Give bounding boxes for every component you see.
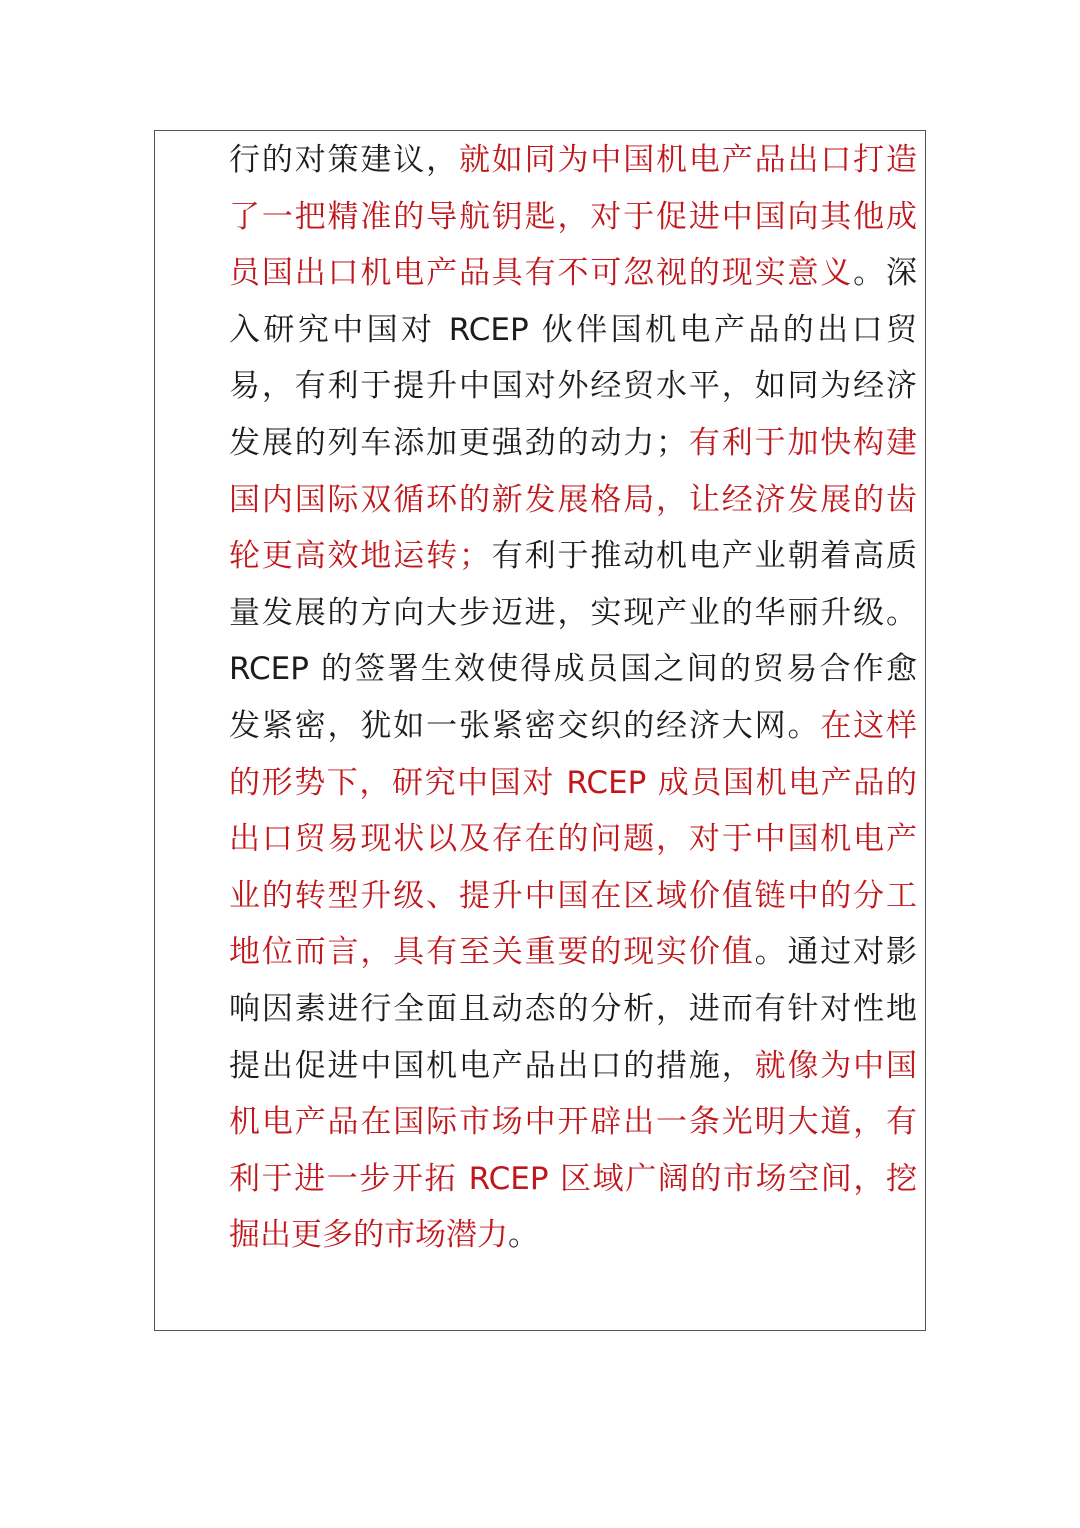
- highlighted-text: 机电产品在国际市场中开辟出一条光明大道，有: [229, 1104, 917, 1141]
- highlighted-text: 国内国际双循环的新发展格局，让经济发展的齿: [229, 481, 917, 518]
- highlighted-text: 了一把精准的导航钥匙，对于促进中国向其他成: [229, 198, 917, 235]
- text-line: [229, 1094, 917, 1151]
- body-text: 易，有利于提升中国对外经贸水平，如同为经济: [229, 368, 917, 405]
- body-text: 发展的列车添加更强劲的动力；: [229, 424, 688, 461]
- text-line: [229, 245, 917, 302]
- highlighted-text: 就像为中国: [754, 1047, 918, 1084]
- highlighted-text: 员国出口机电产品具有不可忽视的现实意义: [229, 255, 854, 292]
- body-text: 响因素进行全面且动态的分析，进而有针对性地: [229, 990, 917, 1027]
- text-line: [229, 868, 917, 925]
- body-text: 。通过对影: [754, 934, 918, 971]
- highlighted-text: 出口贸易现状以及存在的问题，对于中国机电产: [229, 821, 917, 858]
- text-line: [229, 755, 917, 812]
- text-line: [229, 1038, 917, 1095]
- text-line: [229, 698, 917, 755]
- text-line: [229, 1151, 917, 1208]
- highlighted-text: 有利于加快构建: [687, 424, 918, 461]
- highlighted-text: 掘出更多的市场潜力: [229, 1217, 508, 1254]
- body-text: 提出促进中国机电产品出口的措施，: [229, 1047, 755, 1084]
- text-line: [229, 358, 917, 415]
- text-line: [229, 924, 917, 981]
- text-line: [229, 189, 917, 246]
- body-text: 发紧密，犹如一张紧密交织的经济大网。: [229, 707, 821, 744]
- body-paragraph: [229, 132, 917, 1264]
- text-line: [229, 528, 917, 585]
- text-line: [229, 641, 917, 698]
- text-line: [229, 1207, 917, 1264]
- highlighted-text: 就如同为中国机电产品出口打造: [458, 142, 918, 178]
- body-text: 量发展的方向大步迈进，实现产业的华丽升级。: [229, 594, 917, 631]
- body-text: 有利于推动机电产业朝着高质: [489, 538, 918, 575]
- body-text: 。深: [853, 255, 918, 292]
- text-line: [229, 585, 917, 642]
- body-text: 。: [508, 1217, 539, 1254]
- highlighted-text: 的形势下，研究中国对 RCEP 成员国机电产品的: [229, 764, 917, 801]
- body-text: 入研究中国对 RCEP 伙伴国机电产品的出口贸: [229, 311, 917, 348]
- body-text: RCEP 的签署生效使得成员国之间的贸易合作愈: [229, 651, 917, 688]
- text-line: [229, 811, 917, 868]
- body-text: 行的对策建议，: [229, 142, 459, 178]
- highlighted-text: 地位而言，具有至关重要的现实价值: [229, 934, 755, 971]
- highlighted-text: 在这样: [820, 707, 918, 744]
- text-line: [229, 302, 917, 359]
- text-line: [229, 472, 917, 529]
- highlighted-text: 利于进一步开拓 RCEP 区域广阔的市场空间，挖: [229, 1160, 917, 1197]
- text-line: [229, 132, 917, 189]
- text-line: [229, 415, 917, 472]
- highlighted-text: 轮更高效地运转；: [229, 538, 490, 575]
- highlighted-text: 业的转型升级、提升中国在区域价值链中的分工: [229, 877, 917, 914]
- text-line: [229, 981, 917, 1038]
